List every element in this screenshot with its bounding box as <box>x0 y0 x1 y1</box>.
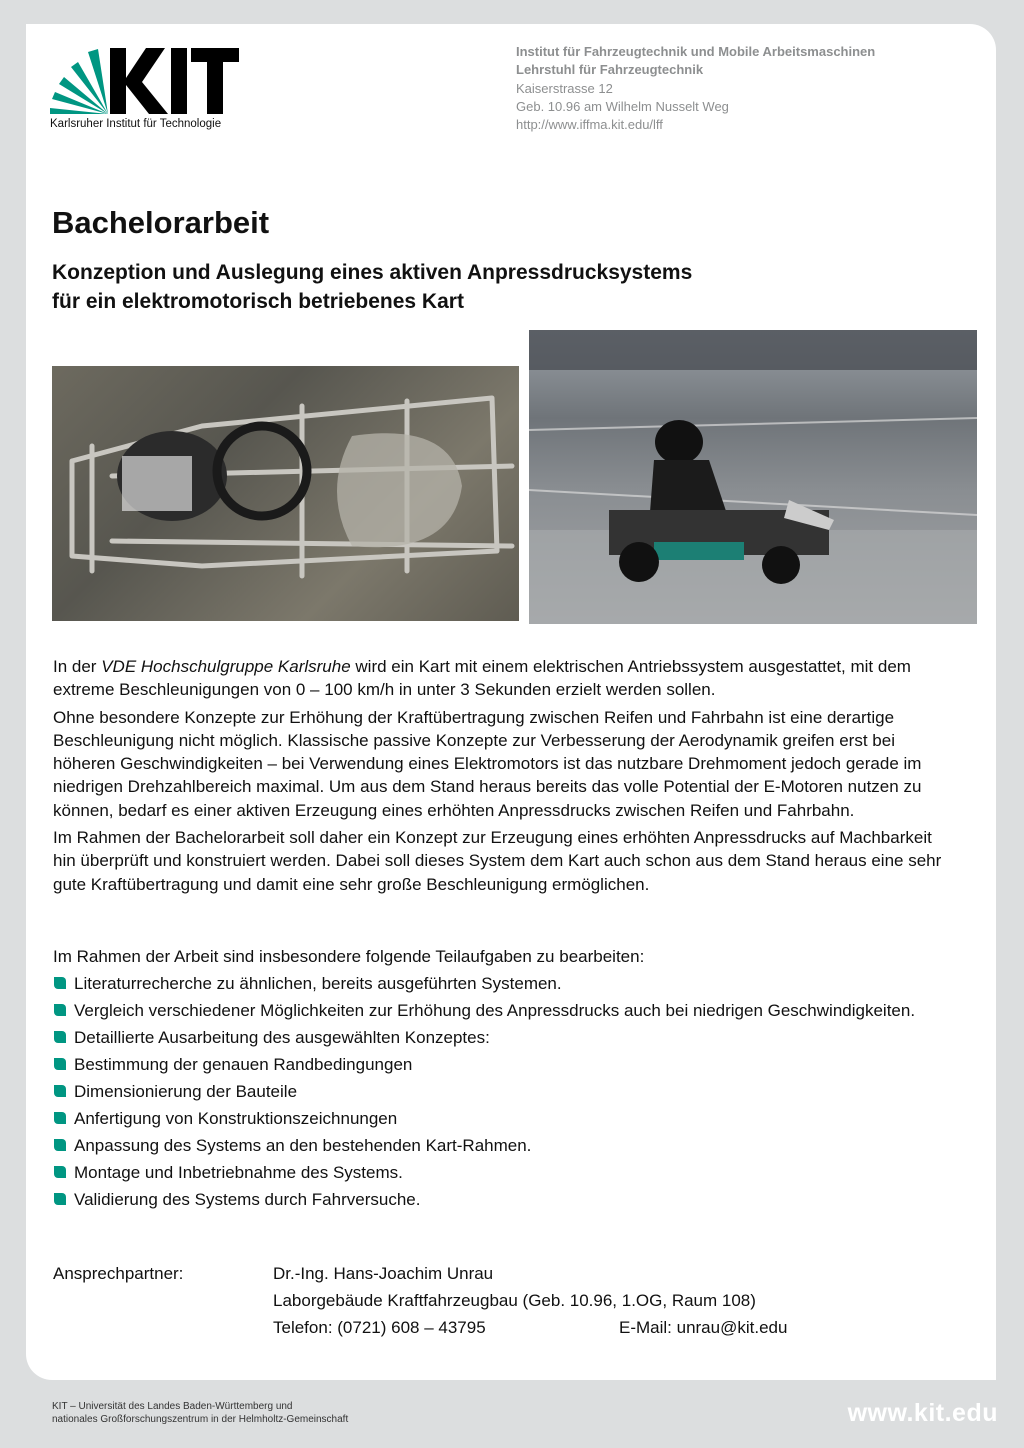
subtitle-line-2: für ein elektromotorisch betriebenes Kart <box>52 290 464 313</box>
task-item <box>53 1107 958 1130</box>
institute-street: Kaiserstrasse 12 <box>516 80 613 96</box>
contact-label: Ansprechpartner: <box>53 1264 184 1283</box>
task-item <box>53 1161 958 1184</box>
racing-kart-illustration <box>529 330 977 624</box>
task-item <box>53 1080 958 1103</box>
contact-email[interactable]: E-Mail: unrau@kit.edu <box>619 1318 788 1337</box>
task-text: Anpassung des Systems an den bestehenden Kart-Rahmen. <box>74 1136 532 1155</box>
paragraph-3: Im Rahmen der Bachelorarbeit soll daher ein Konzept zur Erzeugung eines erhöhten Anpressdrucks auf Machbarkeit hin überprüft und konstruiert werden. Dabei soll dieses System dem Kart auch schon aus dem Stand heraus eine sehr gute Kraftübertragung und damit eine sehr große Beschleunigung ermöglichen. <box>53 828 942 894</box>
contact-name: Dr.-Ing. Hans-Joachim Unrau <box>273 1264 494 1283</box>
footer-text <box>52 1400 348 1426</box>
bullet-icon <box>54 1031 66 1043</box>
subtitle-line-1: Konzeption und Auslegung eines aktiven Anpressdrucksystems <box>52 261 693 284</box>
task-text: Bestimmung der genauen Randbedingungen <box>74 1055 413 1074</box>
kart-frame-photo <box>52 366 519 621</box>
task-item <box>53 999 958 1022</box>
kit-logo-letters <box>110 48 239 114</box>
contact-phone: Telefon: (0721) 608 – 43795 <box>273 1318 486 1337</box>
institute-name: Institut für Fahrzeugtechnik und Mobile Arbeitsmaschinen <box>516 44 876 59</box>
bullet-icon <box>54 977 66 989</box>
institute-chair: Lehrstuhl für Fahrzeugtechnik <box>516 62 704 78</box>
document-title: Bachelorarbeit <box>52 205 270 240</box>
organization-name: VDE Hochschulgruppe Karlsruhe <box>101 657 351 676</box>
task-text: Dimensionierung der Bauteile <box>74 1082 298 1101</box>
task-item <box>53 972 958 995</box>
paragraph-1-prefix: In der <box>53 657 102 676</box>
task-text: Validierung des Systems durch Fahrversuche. <box>74 1190 421 1209</box>
task-list <box>53 972 958 1215</box>
description <box>53 655 958 900</box>
task-item <box>53 1134 958 1157</box>
bullet-icon <box>54 1085 66 1097</box>
bullet-icon <box>54 1112 66 1124</box>
bullet-icon <box>54 1004 66 1016</box>
contact-address: Laborgebäude Kraftfahrzeugbau (Geb. 10.96, 1.OG, Raum 108) <box>273 1291 756 1310</box>
paragraph-1 <box>53 655 958 702</box>
bullet-icon <box>54 1139 66 1151</box>
racing-kart-photo <box>529 330 977 624</box>
bullet-icon <box>54 1166 66 1178</box>
institute-building: Geb. 10.96 am Wilhelm Nusselt Weg <box>516 98 729 114</box>
kart-frame-illustration <box>52 366 519 621</box>
task-text: Anfertigung von Konstruktionszeichnungen <box>74 1109 398 1128</box>
paragraph-2: Ohne besondere Konzepte zur Erhöhung der Kraftübertragung zwischen Reifen und Fahrbahn ist eine derartige Beschleunigung nicht möglich. Klassische passive Konzepte zur Verbesserung der Aerodynamik greifen erst bei höheren Geschwindigkeiten – bei Verwendung eines Elektromotors ist das nutzbare Drehmoment jedoch gerade im niedrigen Drehzahlbereich maximal. Um aus dem Stand heraus bereits das volle Potential der E-Motoren nutzen zu können, bedarf es einer aktiven Erzeugung eines erhöhten Anpressdrucks zwischen Reifen und Fahrbahn. <box>53 707 922 820</box>
logo-subtitle: Karlsruher Institut für Technologie <box>50 118 222 130</box>
tasks-intro: Im Rahmen der Arbeit sind insbesondere folgende Teilaufgaben zu bearbeiten: <box>53 947 645 966</box>
task-item <box>53 1053 958 1076</box>
footer-line-2: nationales Großforschungszentrum in der Helmholtz-Gemeinschaft <box>52 1414 349 1425</box>
institute-url[interactable]: http://www.iffma.kit.edu/lff <box>516 117 663 133</box>
footer-line-1: KIT – Universität des Landes Baden-Württemberg und <box>52 1401 293 1412</box>
task-item <box>53 1026 958 1049</box>
task-item <box>53 1188 958 1211</box>
bullet-icon <box>54 1058 66 1070</box>
institute-info <box>516 43 875 134</box>
task-text: Montage und Inbetriebnahme des Systems. <box>74 1163 403 1182</box>
kit-logo-rays <box>50 49 108 114</box>
bullet-icon <box>54 1193 66 1205</box>
task-text: Detaillierte Ausarbeitung des ausgewählten Konzeptes: <box>74 1028 490 1047</box>
document-subtitle <box>52 258 692 316</box>
paragraph-1-suffix: wird ein Kart mit einem elektrischen Antriebssystem ausgestattet, mit dem extreme Beschleunigungen von 0 – 100 km/h in unter 3 Sekunden erzielt werden sollen. <box>53 657 911 700</box>
task-text: Vergleich verschiedener Möglichkeiten zur Erhöhung des Anpressdrucks auch bei niedrigen Geschwindigkeiten. <box>74 1001 916 1020</box>
task-text: Literaturrecherche zu ähnlichen, bereits ausgeführten Systemen. <box>74 974 562 993</box>
footer-url[interactable]: www.kit.edu <box>847 1399 998 1427</box>
